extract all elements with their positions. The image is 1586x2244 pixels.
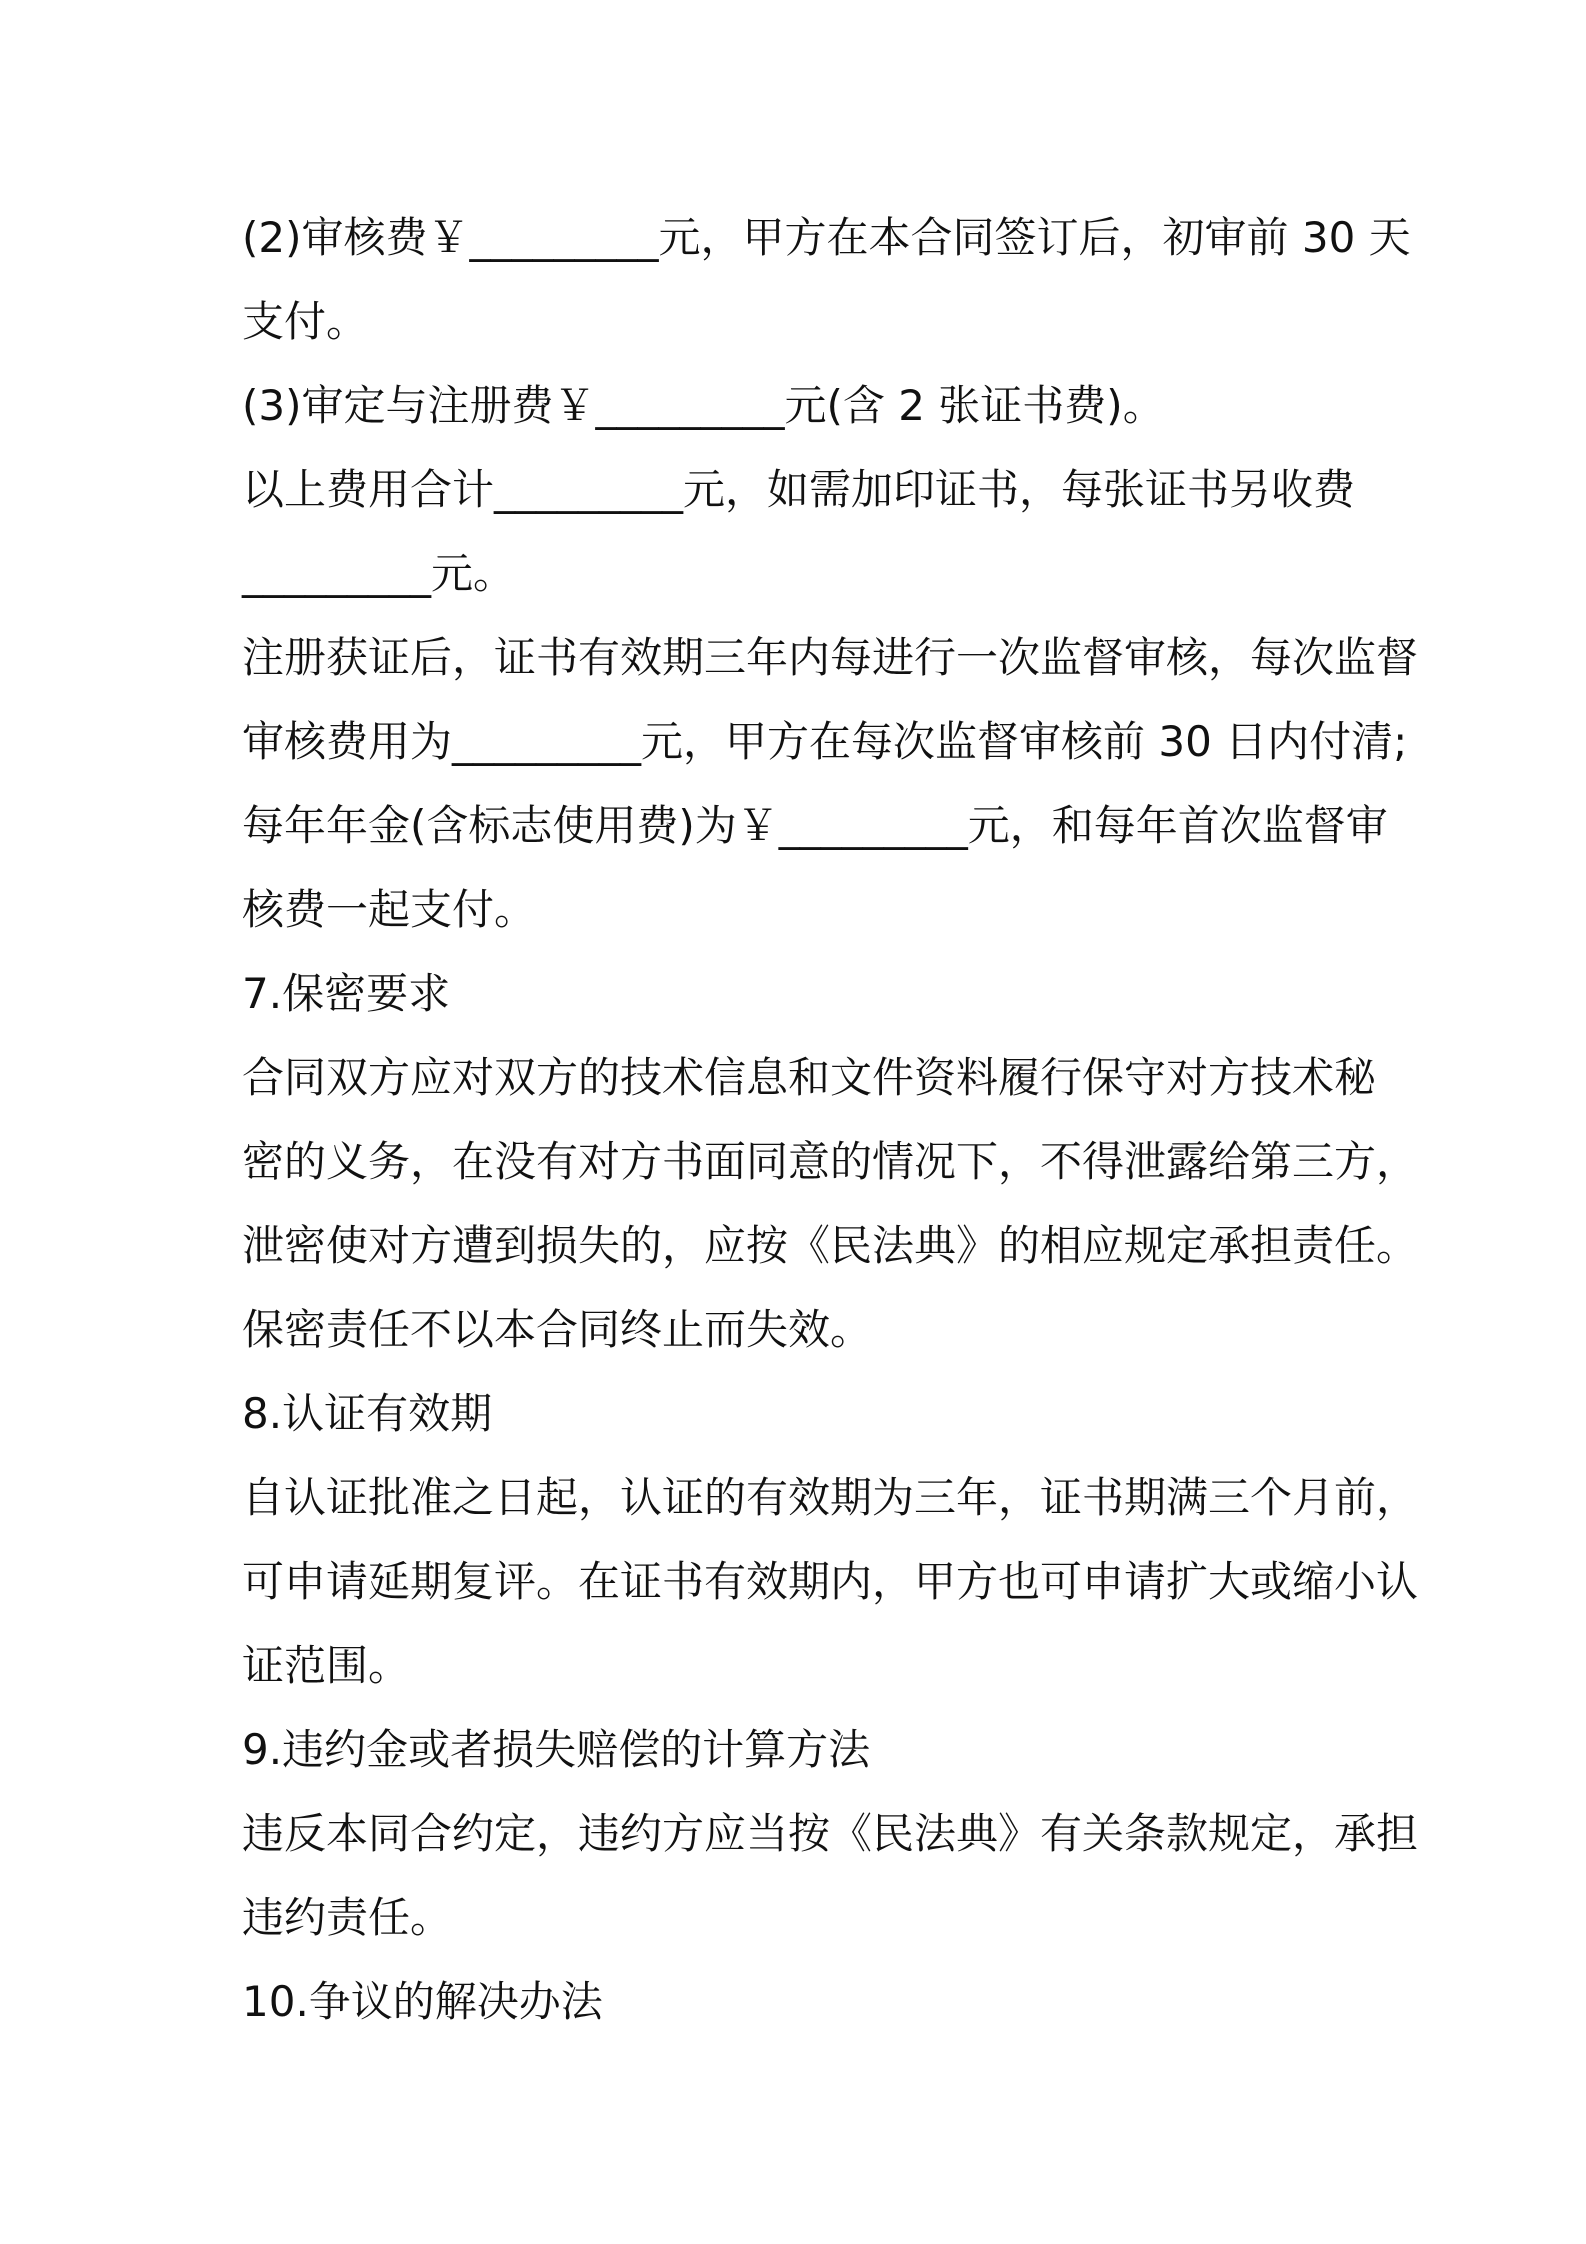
text-line: 违反本同合约定，违约方应当按《民法典》有关条款规定，承担 [242,1809,1419,1858]
text-line: 密的义务，在没有对方书面同意的情况下，不得泄露给第三方， [242,1137,1419,1186]
document-page [242,196,1419,2044]
text-line: 泄密使对方遭到损失的，应按《民法典》的相应规定承担责任。 [242,1221,1419,1270]
section-heading-confidentiality: 7.保密要求 [242,969,451,1018]
text-line: _________元。 [242,549,516,598]
text-line: 注册获证后，证书有效期三年内每进行一次监督审核，每次监督 [242,633,1419,682]
text-line: 自认证批准之日起，认证的有效期为三年，证书期满三个月前， [242,1473,1419,1522]
text-line: 合同双方应对双方的技术信息和文件资料履行保守对方技术秘 [242,1053,1377,1102]
text-line: (3)审定与注册费￥_________元(含 2 张证书费)。 [242,381,1165,430]
section-heading-validity: 8.认证有效期 [242,1389,493,1438]
text-line: 以上费用合计_________元，如需加印证书，每张证书另收费 [242,465,1356,514]
text-line: 支付。 [242,297,369,346]
section-heading-penalty: 9.违约金或者损失赔偿的计算方法 [242,1725,871,1774]
text-line: 审核费用为_________元，甲方在每次监督审核前 30 日内付清; [242,717,1408,766]
text-line: (2)审核费￥_________元，甲方在本合同签订后，初审前 30 天 [242,213,1411,262]
text-line: 可申请延期复评。在证书有效期内，甲方也可申请扩大或缩小认 [242,1557,1419,1606]
text-line: 违约责任。 [242,1893,453,1942]
text-line: 每年年金(含标志使用费)为￥_________元，和每年首次监督审 [242,801,1388,850]
text-line: 保密责任不以本合同终止而失效。 [242,1305,873,1354]
text-line: 核费一起支付。 [242,885,537,934]
text-line: 证范围。 [242,1641,411,1690]
section-heading-dispute: 10.争议的解决办法 [242,1977,603,2026]
